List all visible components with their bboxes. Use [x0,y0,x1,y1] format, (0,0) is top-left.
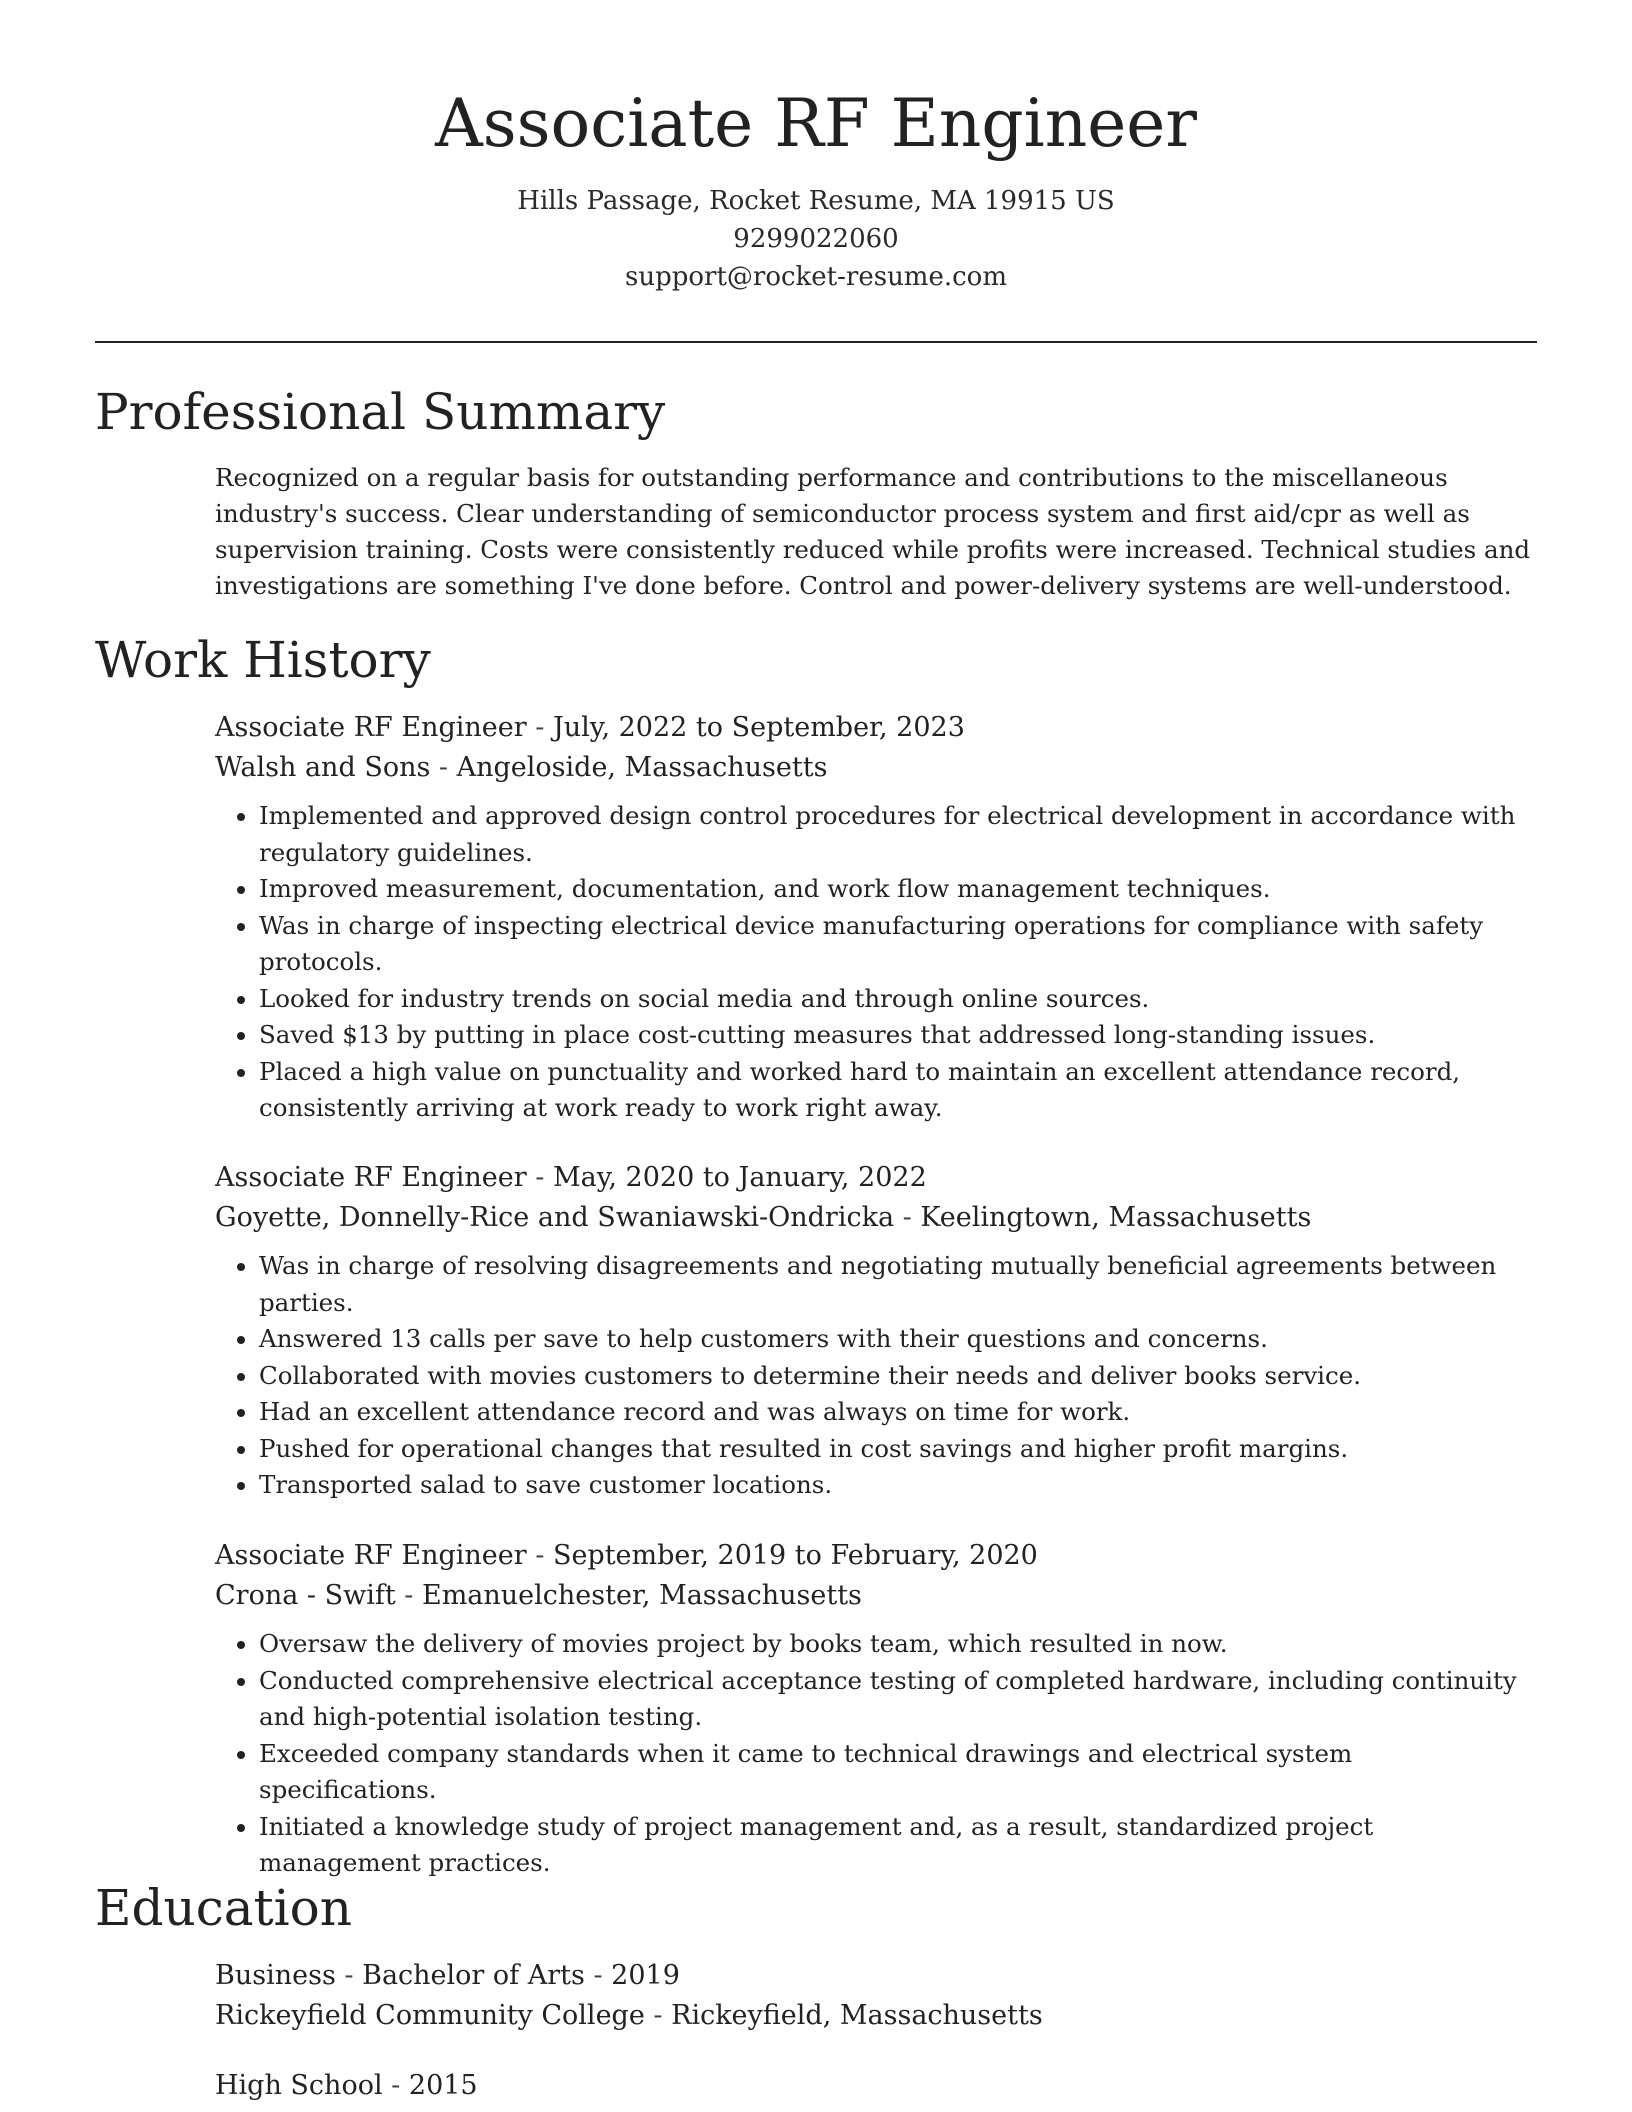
job-bullet: • Conducted comprehensive electrical acceptance testing of completed hardware, including continuity and high-potential isolation testing. [259,1663,1537,1736]
separator: - [382,2070,409,2101]
work-history-heading: Work History [95,631,431,689]
job-bullet: • Answered 13 calls per save to help customers with their questions and concerns. [259,1321,1537,1358]
candidate-name: Associate RF Engineer [435,85,1197,162]
job-bullet: • Was in charge of inspecting electrical device manufacturing operations for compliance with safety protocols. [259,908,1537,981]
job-bullets [215,1626,1537,1882]
education-entry [215,1956,1537,2036]
job-dates: May, 2020 to January, 2022 [552,1162,927,1193]
resume-header [95,80,1537,296]
separator: - [526,712,553,743]
separator: - [526,1162,553,1193]
job-location: Emanuelchester, Massachusetts [421,1580,862,1611]
education-degree-line [215,2066,1537,2106]
education-location: Rickeyfield, Massachusetts [671,2000,1043,2031]
contact-address: Hills Passage, Rocket Resume, MA 19915 US [517,186,1115,216]
job-location: Keelingtown, Massachusetts [920,1202,1312,1233]
separator: - [430,752,457,783]
job-company: Walsh and Sons [215,752,431,783]
job-company-line [215,1576,1537,1616]
job-bullet: • Had an excellent attendance record and was always on time for work. [259,1394,1537,1431]
job-location: Angeloside, Massachusetts [456,752,828,783]
job-bullet: • Saved $13 by putting in place cost-cutting measures that addressed long-standing issues. [259,1017,1537,1054]
education-field: High School [215,2070,383,2101]
job-role: Associate RF Engineer [215,1162,527,1193]
job-dates: July, 2022 to September, 2023 [552,712,965,743]
education-entry [215,2066,1537,2106]
separator: - [335,1960,363,1991]
job-company-line [215,1198,1537,1238]
education-year: 2015 [408,2070,478,2101]
education-year: 2019 [611,1960,680,1991]
job-role: Associate RF Engineer [215,712,527,743]
job-bullet: • Was in charge of resolving disagreements and negotiating mutually beneficial agreements between parties. [259,1248,1537,1321]
job-company: Goyette, Donnelly-Rice and Swaniawski-Ondricka [215,1202,895,1233]
education-degree: Bachelor of Arts [362,1960,585,1991]
job-bullet: • Transported salad to save customer locations. [259,1467,1537,1504]
job-bullet: • Exceeded company standards when it came to technical drawings and electrical system specifications. [259,1736,1537,1809]
summary-text: Recognized on a regular basis for outstanding performance and contributions to the miscellaneous industry's success. Clear understanding of semiconductor process system and first aid/cpr as well as supervision training. Costs were consistently reduced while profits were increased. Technical studies and investigations are something I've done before. Control and power-delivery systems are well-understood. [215,463,1531,600]
separator: - [395,1580,422,1611]
education-school-line [215,1996,1537,2036]
education-school: Rickeyfield Community College [215,2000,645,2031]
job-company: Crona - Swift [215,1580,396,1611]
header-divider [95,341,1537,343]
job-entry [215,1536,1537,1882]
job-company-line [215,748,1537,788]
summary-block [215,460,1537,604]
separator: - [644,2000,672,2031]
job-bullet: • Improved measurement, documentation, and work flow management techniques. [259,871,1537,908]
contact-phone: 9299022060 [733,224,899,254]
education-degree-line [215,1956,1537,1996]
job-bullet: • Placed a high value on punctuality and worked hard to maintain an excellent attendance record, consistently arriving at work ready to work right away. [259,1054,1537,1127]
job-title-line [215,1536,1537,1576]
job-entry [215,1158,1537,1504]
separator: - [584,1960,612,1991]
job-entry [215,708,1537,1127]
job-dates: September, 2019 to February, 2020 [552,1540,1038,1571]
contact-email: support@rocket-resume.com [624,262,1007,292]
job-bullet: • Implemented and approved design control procedures for electrical development in accordance with regulatory guidelines. [259,798,1537,871]
job-bullet: • Oversaw the delivery of movies project by books team, which resulted in now. [259,1626,1537,1663]
job-title-line [215,1158,1537,1198]
job-role: Associate RF Engineer [215,1540,527,1571]
job-bullet: • Pushed for operational changes that resulted in cost savings and higher profit margins. [259,1431,1537,1468]
summary-heading: Professional Summary [95,383,666,441]
education-heading: Education [95,1879,352,1937]
education-field: Business [215,1960,336,1991]
job-bullet: • Looked for industry trends on social media and through online sources. [259,981,1537,1018]
separator: - [894,1202,921,1233]
job-bullet: • Collaborated with movies customers to determine their needs and deliver books service. [259,1358,1537,1395]
job-bullets [215,798,1537,1127]
job-bullets [215,1248,1537,1504]
separator: - [526,1540,553,1571]
job-bullet: • Initiated a knowledge study of project management and, as a result, standardized project management practices. [259,1809,1537,1882]
job-title-line [215,708,1537,748]
